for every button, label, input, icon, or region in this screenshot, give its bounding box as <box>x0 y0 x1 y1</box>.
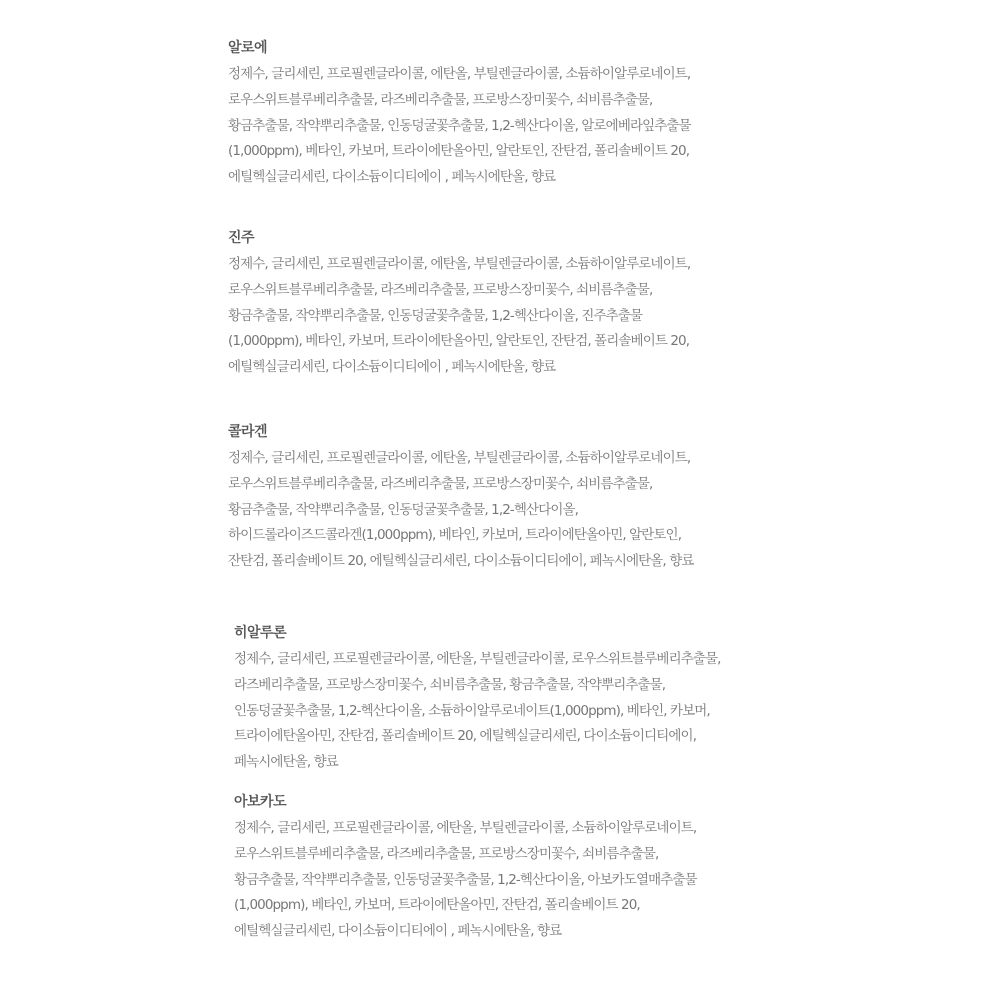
ingredient-line: 에틸헥실글리세린, 다이소듐이디티에이 , 페녹시에탄올, 향료 <box>234 923 562 940</box>
ingredient-line: 황금추출물, 작약뿌리추출물, 인동덩굴꽃추출물, 1,2-헥산다이올, 아보카도열매추출물 <box>234 871 697 888</box>
ingredient-line: 로우스위트블루베리추출물, 라즈베리추출물, 프로방스장미꽃수, 쇠비름추출물, <box>234 845 659 862</box>
ingredient-list <box>228 446 768 575</box>
ingredient-line: 로우스위트블루베리추출물, 라즈베리추출물, 프로방스장미꽃수, 쇠비름추출물, <box>228 281 653 298</box>
ingredient-line: 에틸헥실글리세린, 다이소듐이디티에이 , 페녹시에탄올, 향료 <box>228 359 556 376</box>
section-title: 히알루론 <box>234 625 287 641</box>
section-title: 진주 <box>228 230 255 246</box>
ingredient-section-collagen <box>228 422 768 575</box>
ingredient-line: 로우스위트블루베리추출물, 라즈베리추출물, 프로방스장미꽃수, 쇠비름추출물, <box>228 475 653 492</box>
ingredient-section-aloe <box>228 38 768 191</box>
ingredient-line: 정제수, 글리세린, 프로필렌글라이콜, 에탄올, 부틸렌글라이콜, 소듐하이알루로네이트, <box>234 820 697 836</box>
section-title: 아보카도 <box>234 794 287 810</box>
ingredient-section-avocado <box>234 792 774 945</box>
ingredient-line: 인동덩굴꽃추출물, 1,2-헥산다이올, 소듐하이알루로네이트(1,000ppm), 베타인, 카보머, <box>234 702 710 719</box>
ingredient-line: (1,000ppm), 베타인, 카보머, 트라이에탄올아민, 잔탄검, 폴리솔베이트 20, <box>234 897 640 914</box>
ingredient-line: 잔탄검, 폴리솔베이트 20, 에틸헥실글리세린, 다이소듐이디티에이, 페녹시에탄올, 향료 <box>228 553 694 570</box>
ingredient-section-pearl <box>228 228 768 381</box>
ingredient-line: 정제수, 글리세린, 프로필렌글라이콜, 에탄올, 부틸렌글라이콜, 로우스위트블루베리추출물, <box>234 651 721 667</box>
ingredient-list <box>228 62 768 191</box>
ingredient-section-hyaluron <box>234 623 774 776</box>
section-title: 알로에 <box>228 40 268 56</box>
ingredient-line: 황금추출물, 작약뿌리추출물, 인동덩굴꽃추출물, 1,2-헥산다이올, <box>228 501 579 518</box>
ingredient-line: 로우스위트블루베리추출물, 라즈베리추출물, 프로방스장미꽃수, 쇠비름추출물, <box>228 91 653 108</box>
ingredient-line: 정제수, 글리세린, 프로필렌글라이콜, 에탄올, 부틸렌글라이콜, 소듐하이알루로네이트, <box>228 66 691 82</box>
ingredient-line: 에틸헥실글리세린, 다이소듐이디티에이 , 페녹시에탄올, 향료 <box>228 169 556 186</box>
ingredient-line: 황금추출물, 작약뿌리추출물, 인동덩굴꽃추출물, 1,2-헥산다이올, 알로에베라잎추출물 <box>228 117 691 134</box>
ingredient-line: 트라이에탄올아민, 잔탄검, 폴리솔베이트 20, 에틸헥실글리세린, 다이소듐이디티에이, <box>234 728 697 745</box>
ingredient-line: 황금추출물, 작약뿌리추출물, 인동덩굴꽃추출물, 1,2-헥산다이올, 진주추출물 <box>228 307 643 324</box>
ingredient-list <box>234 816 774 945</box>
ingredient-line: (1,000ppm), 베타인, 카보머, 트라이에탄올아민, 알란토인, 잔탄검, 폴리솔베이트 20, <box>228 143 690 160</box>
ingredient-line: 정제수, 글리세린, 프로필렌글라이콜, 에탄올, 부틸렌글라이콜, 소듐하이알루로네이트, <box>228 256 691 272</box>
ingredient-line: 정제수, 글리세린, 프로필렌글라이콜, 에탄올, 부틸렌글라이콜, 소듐하이알루로네이트, <box>228 450 691 466</box>
ingredient-line: 페녹시에탄올, 향료 <box>234 754 338 771</box>
ingredient-line: (1,000ppm), 베타인, 카보머, 트라이에탄올아민, 알란토인, 잔탄검, 폴리솔베이트 20, <box>228 333 690 350</box>
ingredient-line: 라즈베리추출물, 프로방스장미꽃수, 쇠비름추출물, 황금추출물, 작약뿌리추출물, <box>234 676 666 693</box>
ingredient-line: 하이드롤라이즈드콜라겐(1,000ppm), 베타인, 카보머, 트라이에탄올아민, 알란토인, <box>228 527 682 544</box>
ingredient-list <box>234 647 774 776</box>
ingredient-list <box>228 252 768 381</box>
section-title: 콜라겐 <box>228 424 268 440</box>
